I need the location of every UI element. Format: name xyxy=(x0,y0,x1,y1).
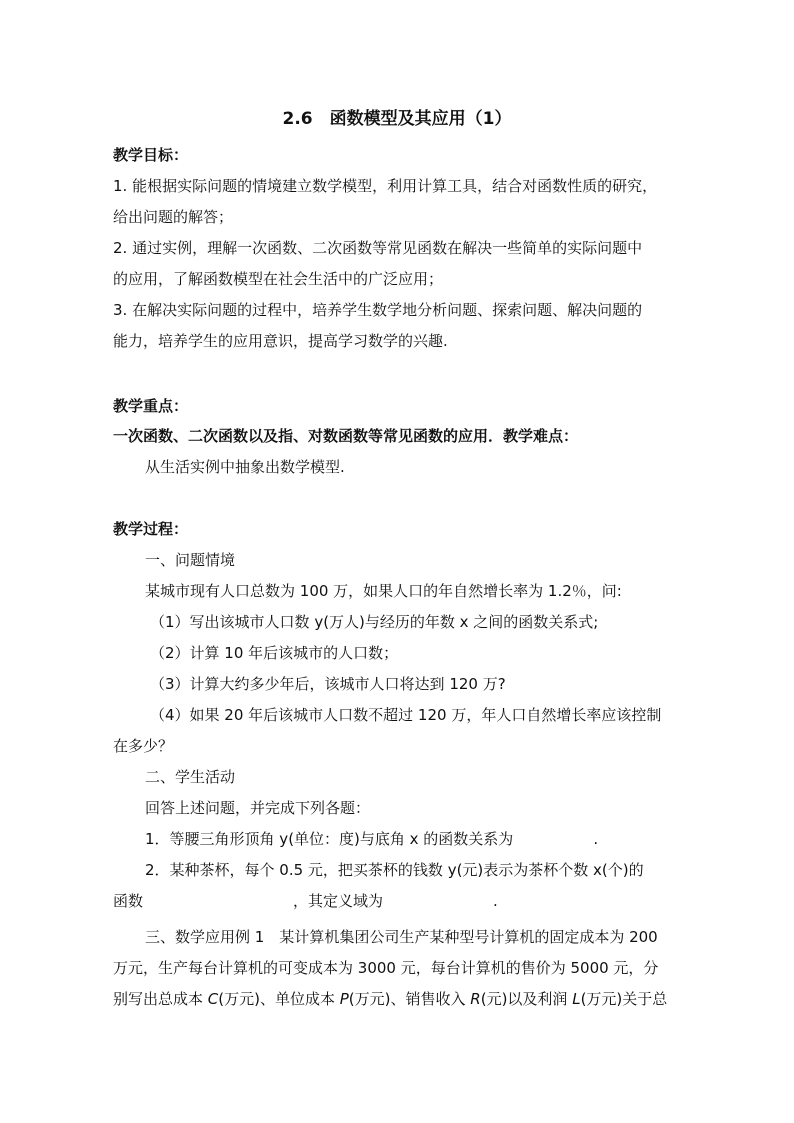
section-3-line-3 xyxy=(113,989,667,1009)
exercise-2-end: . xyxy=(493,892,498,910)
variable-p: P xyxy=(339,990,349,1008)
objective-line-5: 3. 在解决实际问题的过程中，培养学生数学地分析问题、探索问题、解决问题的 xyxy=(113,301,643,319)
section-3-line-1: 三、数学应用例 1 某计算机集团公司生产某种型号计算机的固定成本为 200 xyxy=(145,928,658,946)
objective-line-2: 给出问题的解答； xyxy=(113,208,234,226)
objective-line-1: 1. 能根据实际问题的情境建立数学模型，利用计算工具，结合对函数性质的研究， xyxy=(113,177,658,195)
text-run: (万元)关于总 xyxy=(580,990,668,1008)
exercise-1-end: . xyxy=(593,830,599,848)
exercise-2-function-label: 函数 xyxy=(113,892,144,910)
page-title: 2.6 函数模型及其应用（1） xyxy=(282,109,512,129)
exercise-1 xyxy=(145,829,598,849)
exercise-1-text: 1．等腰三角形顶角 y(单位：度)与底角 x 的函数关系为 xyxy=(145,830,514,848)
objective-line-4: 的应用，了解函数模型在社会生活中的广泛应用； xyxy=(113,270,444,288)
text-run: 别写出总成本 xyxy=(113,990,208,1008)
objectives-heading: 教学目标： xyxy=(113,146,189,164)
key-points-heading: 教学重点： xyxy=(113,397,189,415)
text-run: (万元)、单位成本 xyxy=(218,990,340,1008)
text-run: (元)以及利润 xyxy=(480,990,573,1008)
exercise-2: 2．某种茶杯，每个 0.5 元，把买茶杯的钱数 y(元)表示为茶杯个数 x(个)的 xyxy=(145,861,644,879)
activity-intro: 回答上述问题，并完成下列各题： xyxy=(145,799,371,817)
section-1-heading: 一、问题情境 xyxy=(145,551,236,569)
process-heading: 教学过程： xyxy=(113,520,189,538)
variable-l: L xyxy=(572,990,581,1008)
section-2-heading: 二、学生活动 xyxy=(145,768,236,786)
exercise-2-domain-label: ，其定义域为 xyxy=(293,892,384,910)
section-3-line-2: 万元，生产每台计算机的可变成本为 3000 元，每台计算机的售价为 5000 元，分 xyxy=(113,959,659,977)
question-4: （4）如果 20 年后该城市人口数不超过 120 万，年人口自然增长率应该控制 xyxy=(150,706,662,724)
question-3: （3）计算大约多少年后，该城市人口将达到 120 万? xyxy=(150,675,506,693)
objective-line-6: 能力，培养学生的应用意识，提高学习数学的兴趣. xyxy=(113,332,448,350)
text-run: (万元)、销售收入 xyxy=(348,990,471,1008)
question-2: （2）计算 10 年后该城市的人口数； xyxy=(150,644,399,662)
variable-c: C xyxy=(207,990,219,1008)
objective-line-3: 2. 通过实例，理解一次函数、二次函数等常见函数在解决一些简单的实际问题中 xyxy=(113,239,643,257)
problem-intro: 某城市现有人口总数为 100 万，如果人口的年自然增长率为 1.2％，问: xyxy=(145,582,622,600)
variable-r: R xyxy=(470,990,481,1008)
key-points-line: 一次函数、二次函数以及指、对数函数等常见函数的应用．教学难点： xyxy=(113,427,579,445)
exercise-2-cont xyxy=(113,891,498,911)
question-4-cont: 在多少？ xyxy=(113,737,174,755)
question-1: （1）写出该城市人口数 y(万人)与经历的年数 x 之间的函数关系式; xyxy=(150,613,599,631)
difficulty-line: 从生活实例中抽象出数学模型. xyxy=(145,458,345,476)
